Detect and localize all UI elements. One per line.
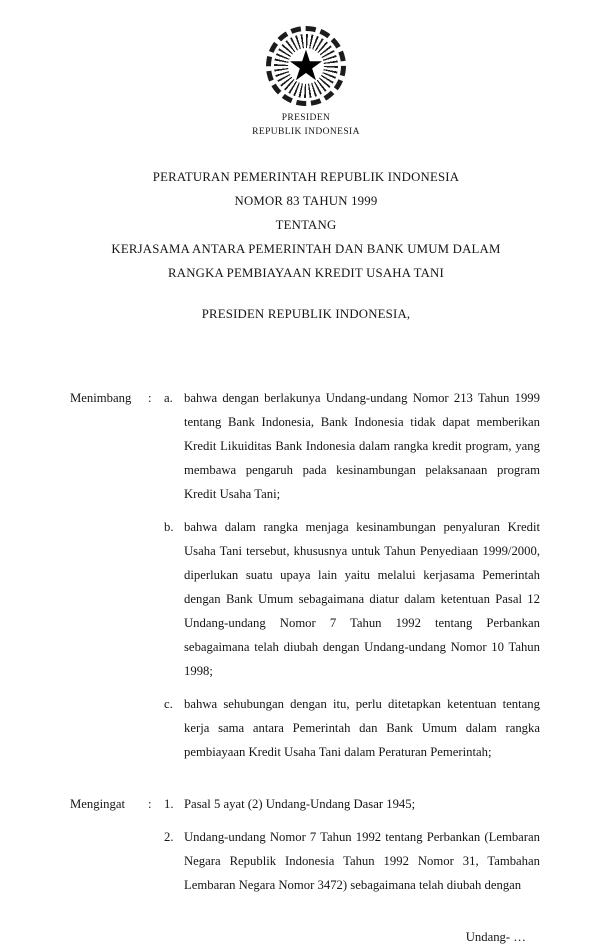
institution-name [0,111,612,140]
item-text: bahwa dalam rangka menjaga kesinambungan penyaluran Kredit Usaha Tani tersebut, khususnya untuk Tahun Penyediaan 1999/2000, diperlukan suatu upaya lain yaitu melalui kerjasama Pemerintah dengan Bank Umum sebagaimana diatur dalam ketentuan Pasal 12 Undang-undang Nomor 7 Tahun 1992 tentang Perbankan sebagaimana telah diubah dengan Undang-undang Nomor 10 Tahun 1998; [184,519,540,678]
section-separator: : [148,796,152,811]
list-item [164,692,540,764]
item-marker: c. [164,696,173,711]
item-text: bahwa sehubungan dengan itu, perlu ditetapkan ketentuan tentang kerja sama antara Pemerintah dan Bank Umum dalam rangka pembiayaan Kredit Usaha Tani dalam Peraturan Pemerintah; [184,696,540,759]
section-menimbang [70,386,540,764]
title-line-4: KERJASAMA ANTARA PEMERINTAH DAN BANK UMUM DALAM [111,241,501,256]
title-line-3: TENTANG [275,217,337,232]
star-icon: ★ [287,41,325,90]
item-text: bahwa dengan berlakunya Undang-undang Nomor 213 Tahun 1999 tentang Bank Indonesia, Bank Indonesia tidak dapat memberikan Kredit Likuiditas Bank Indonesia dalam rangka kredit program, yang membawa pengaruh pada kesinambungan pelaksanaan program Kredit Usaha Tani; [184,390,540,501]
section-items [164,386,540,764]
list-item [164,825,540,897]
item-text: Pasal 5 ayat (2) Undang-Undang Dasar 1945; [184,796,416,811]
catchword: Undang- … [465,929,526,944]
institution-line-1: PRESIDEN [281,113,331,123]
item-marker: b. [164,519,174,534]
item-marker: 1. [164,796,174,811]
item-marker: 2. [164,829,174,844]
title-line-1: PERATURAN PEMERINTAH REPUBLIK INDONESIA [152,169,460,184]
section-label: Menimbang [70,390,132,405]
title-line-5: RANGKA PEMBIAYAAN KREDIT USAHA TANI [168,265,444,280]
title-line-2: NOMOR 83 TAHUN 1999 [234,193,378,208]
national-emblem-icon [266,26,346,106]
document-header [0,0,612,140]
salutation: PRESIDEN REPUBLIK INDONESIA, [201,306,411,321]
list-item [164,386,540,506]
section-items [164,792,540,897]
institution-line-2: REPUBLIK INDONESIA [252,127,360,138]
section-mengingat [70,792,540,897]
item-marker: a. [164,390,173,405]
section-label: Mengingat [70,796,125,811]
item-text: Undang-undang Nomor 7 Tahun 1992 tentang Perbankan (Lembaran Negara Republik Indonesia Tahun 1992 Nomor 31, Tambahan Lembaran Negara Nomor 3472) sebagaimana telah diubah dengan [184,829,540,892]
list-item [164,515,540,683]
section-separator: : [148,390,152,405]
regulation-title [0,165,612,285]
list-item [164,792,540,816]
document-body [70,386,540,897]
